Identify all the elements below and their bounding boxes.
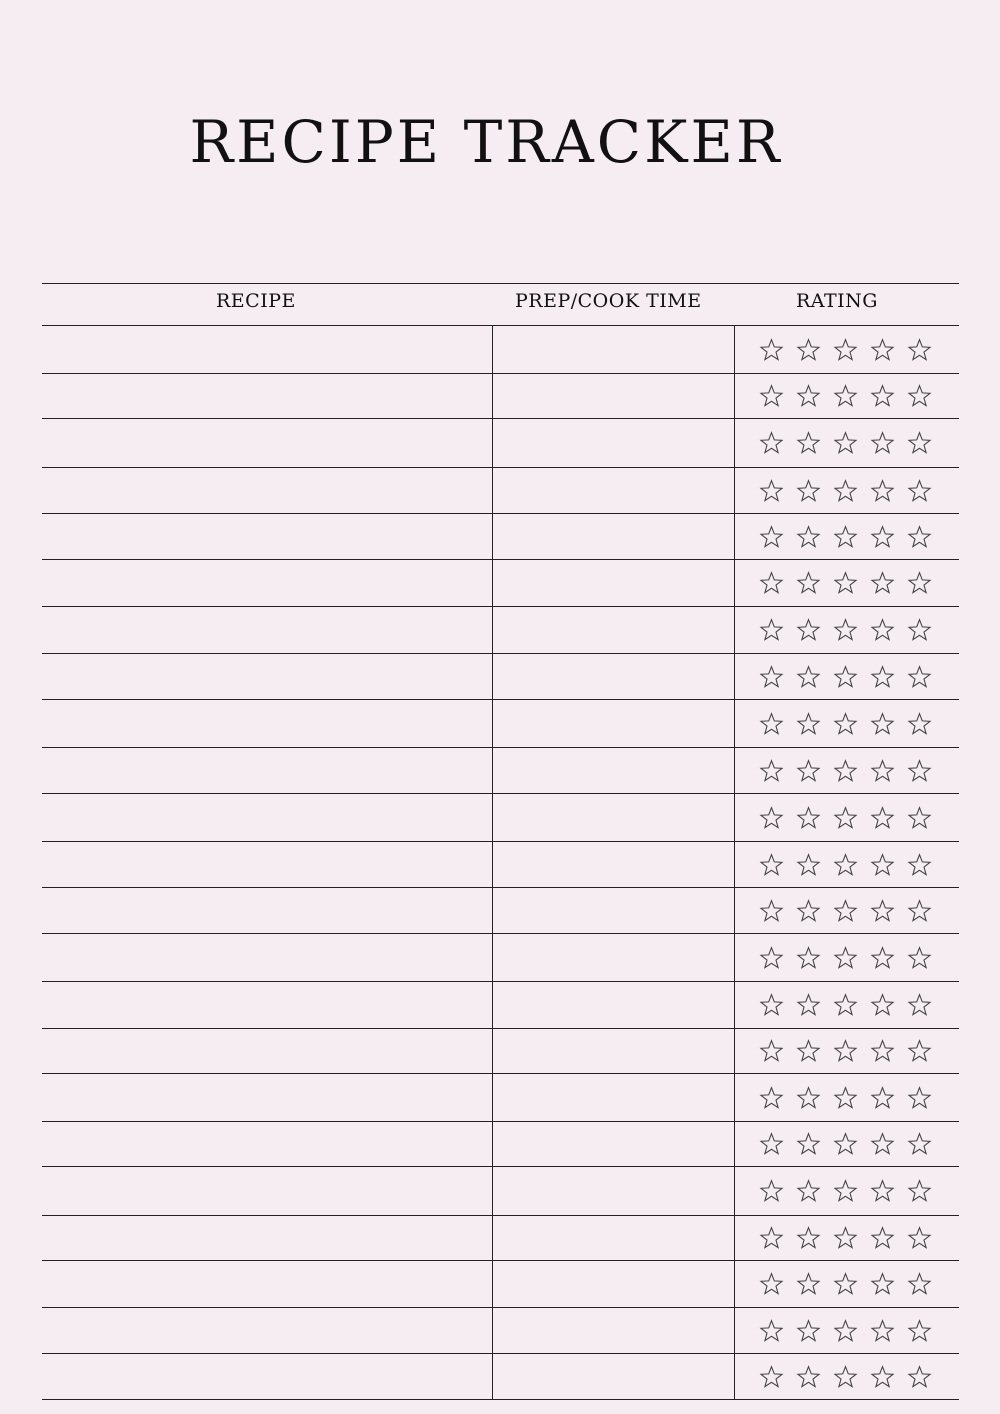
star-outline-icon[interactable] [907, 337, 932, 362]
rating-cell [735, 607, 959, 653]
star-outline-icon[interactable] [870, 1226, 895, 1251]
star-outline-icon[interactable] [796, 478, 821, 503]
rating-cell [735, 1167, 959, 1215]
star-outline-icon[interactable] [796, 1085, 821, 1110]
recipe-cell[interactable] [42, 560, 493, 606]
star-outline-icon[interactable] [833, 384, 858, 409]
rating-cell [735, 326, 959, 373]
star-outline-icon[interactable] [759, 898, 784, 923]
prep-cook-time-cell[interactable] [493, 934, 735, 981]
star-outline-icon[interactable] [870, 1132, 895, 1157]
star-outline-icon[interactable] [759, 1272, 784, 1297]
star-outline-icon[interactable] [759, 478, 784, 503]
rating-cell [735, 842, 959, 887]
star-outline-icon[interactable] [759, 993, 784, 1018]
table-body [42, 326, 959, 1400]
prep-cook-time-cell[interactable] [493, 560, 735, 606]
table-row [42, 1029, 959, 1074]
table-row [42, 934, 959, 982]
star-outline-icon[interactable] [907, 852, 932, 877]
rating-cell [735, 1261, 959, 1307]
prep-cook-time-cell[interactable] [493, 374, 735, 418]
recipe-cell[interactable] [42, 1167, 493, 1215]
star-rating[interactable] [759, 805, 932, 830]
star-outline-icon[interactable] [796, 384, 821, 409]
star-outline-icon[interactable] [870, 852, 895, 877]
star-outline-icon[interactable] [759, 711, 784, 736]
recipe-cell[interactable] [42, 1308, 493, 1353]
star-rating[interactable] [759, 1272, 932, 1297]
table-row [42, 982, 959, 1029]
star-outline-icon[interactable] [759, 945, 784, 970]
table-row [42, 748, 959, 794]
star-outline-icon[interactable] [796, 852, 821, 877]
table-row [42, 326, 959, 374]
star-outline-icon[interactable] [907, 711, 932, 736]
recipe-cell[interactable] [42, 794, 493, 841]
rating-cell [735, 1216, 959, 1260]
star-outline-icon[interactable] [870, 993, 895, 1018]
star-outline-icon[interactable] [833, 898, 858, 923]
rating-cell [735, 419, 959, 467]
star-outline-icon[interactable] [833, 664, 858, 689]
table-row [42, 700, 959, 748]
star-outline-icon[interactable] [907, 1226, 932, 1251]
star-outline-icon[interactable] [870, 384, 895, 409]
star-outline-icon[interactable] [833, 1132, 858, 1157]
star-outline-icon[interactable] [759, 1364, 784, 1389]
star-outline-icon[interactable] [796, 1364, 821, 1389]
star-outline-icon[interactable] [833, 758, 858, 783]
table-row [42, 1122, 959, 1167]
star-outline-icon[interactable] [796, 1179, 821, 1204]
star-outline-icon[interactable] [759, 337, 784, 362]
recipe-cell[interactable] [42, 888, 493, 933]
star-outline-icon[interactable] [833, 711, 858, 736]
table-row [42, 1354, 959, 1400]
recipe-cell[interactable] [42, 1354, 493, 1399]
star-outline-icon[interactable] [833, 478, 858, 503]
table-row [42, 1261, 959, 1308]
star-outline-icon[interactable] [907, 898, 932, 923]
header-prep-cook-time: PREP/COOK TIME [515, 290, 702, 312]
prep-cook-time-cell[interactable] [493, 748, 735, 793]
header-recipe: RECIPE [216, 290, 296, 312]
prep-cook-time-cell[interactable] [493, 326, 735, 373]
star-outline-icon[interactable] [833, 945, 858, 970]
star-outline-icon[interactable] [759, 384, 784, 409]
table-row [42, 560, 959, 607]
star-outline-icon[interactable] [796, 1226, 821, 1251]
recipe-cell[interactable] [42, 607, 493, 653]
table-row [42, 514, 959, 560]
star-outline-icon[interactable] [833, 524, 858, 549]
star-outline-icon[interactable] [870, 1364, 895, 1389]
rating-cell [735, 654, 959, 699]
table-row [42, 607, 959, 654]
star-rating[interactable] [759, 664, 932, 689]
page-title: RECIPE TRACKER [189, 108, 783, 176]
star-outline-icon[interactable] [907, 758, 932, 783]
rating-cell [735, 374, 959, 418]
star-outline-icon[interactable] [796, 898, 821, 923]
star-outline-icon[interactable] [796, 1132, 821, 1157]
rating-cell [735, 982, 959, 1028]
star-outline-icon[interactable] [833, 1318, 858, 1343]
star-outline-icon[interactable] [907, 431, 932, 456]
table-row [42, 1308, 959, 1354]
star-outline-icon[interactable] [796, 337, 821, 362]
star-outline-icon[interactable] [870, 1179, 895, 1204]
star-rating[interactable] [759, 1085, 932, 1110]
star-outline-icon[interactable] [907, 1318, 932, 1343]
star-outline-icon[interactable] [907, 993, 932, 1018]
star-outline-icon[interactable] [759, 664, 784, 689]
rating-cell [735, 514, 959, 559]
star-rating[interactable] [759, 1364, 932, 1389]
prep-cook-time-cell[interactable] [493, 1122, 735, 1166]
recipe-cell[interactable] [42, 1029, 493, 1073]
star-outline-icon[interactable] [759, 1318, 784, 1343]
prep-cook-time-cell[interactable] [493, 700, 735, 747]
rating-cell [735, 888, 959, 933]
star-outline-icon[interactable] [907, 618, 932, 643]
star-outline-icon[interactable] [907, 664, 932, 689]
table-row [42, 888, 959, 934]
table-row [42, 1074, 959, 1122]
recipe-cell[interactable] [42, 514, 493, 559]
recipe-cell[interactable] [42, 419, 493, 467]
star-outline-icon[interactable] [907, 805, 932, 830]
table-row [42, 1167, 959, 1216]
star-outline-icon[interactable] [796, 431, 821, 456]
star-outline-icon[interactable] [870, 1318, 895, 1343]
star-outline-icon[interactable] [870, 1272, 895, 1297]
star-rating[interactable] [759, 993, 932, 1018]
star-rating[interactable] [759, 945, 932, 970]
recipe-cell[interactable] [42, 1074, 493, 1121]
star-outline-icon[interactable] [870, 805, 895, 830]
star-outline-icon[interactable] [870, 431, 895, 456]
star-outline-icon[interactable] [870, 618, 895, 643]
star-outline-icon[interactable] [759, 571, 784, 596]
star-outline-icon[interactable] [759, 758, 784, 783]
star-outline-icon[interactable] [796, 1272, 821, 1297]
star-outline-icon[interactable] [796, 805, 821, 830]
prep-cook-time-cell[interactable] [493, 1167, 735, 1215]
prep-cook-time-cell[interactable] [493, 982, 735, 1028]
prep-cook-time-cell[interactable] [493, 1216, 735, 1260]
star-rating[interactable] [759, 898, 932, 923]
recipe-cell[interactable] [42, 934, 493, 981]
star-rating[interactable] [759, 384, 932, 409]
star-outline-icon[interactable] [907, 571, 932, 596]
recipe-cell[interactable] [42, 748, 493, 793]
star-outline-icon[interactable] [759, 1179, 784, 1204]
star-outline-icon[interactable] [796, 758, 821, 783]
star-outline-icon[interactable] [759, 1039, 784, 1064]
rating-cell [735, 1029, 959, 1073]
star-outline-icon[interactable] [907, 1039, 932, 1064]
star-outline-icon[interactable] [870, 945, 895, 970]
star-rating[interactable] [759, 524, 932, 549]
prep-cook-time-cell[interactable] [493, 842, 735, 887]
rating-cell [735, 468, 959, 513]
star-outline-icon[interactable] [907, 1179, 932, 1204]
prep-cook-time-cell[interactable] [493, 654, 735, 699]
rating-cell [735, 934, 959, 981]
recipe-cell[interactable] [42, 700, 493, 747]
recipe-cell[interactable] [42, 468, 493, 513]
star-rating[interactable] [759, 337, 932, 362]
star-outline-icon[interactable] [833, 431, 858, 456]
star-outline-icon[interactable] [833, 337, 858, 362]
star-outline-icon[interactable] [833, 1364, 858, 1389]
star-outline-icon[interactable] [907, 1085, 932, 1110]
star-outline-icon[interactable] [759, 431, 784, 456]
rating-cell [735, 1122, 959, 1166]
star-outline-icon[interactable] [833, 1226, 858, 1251]
star-outline-icon[interactable] [870, 898, 895, 923]
star-rating[interactable] [759, 1179, 932, 1204]
star-outline-icon[interactable] [870, 1085, 895, 1110]
prep-cook-time-cell[interactable] [493, 1308, 735, 1353]
prep-cook-time-cell[interactable] [493, 514, 735, 559]
prep-cook-time-cell[interactable] [493, 1074, 735, 1121]
prep-cook-time-cell[interactable] [493, 419, 735, 467]
recipe-cell[interactable] [42, 982, 493, 1028]
recipe-cell[interactable] [42, 1216, 493, 1260]
rating-cell [735, 794, 959, 841]
star-outline-icon[interactable] [833, 618, 858, 643]
star-outline-icon[interactable] [796, 664, 821, 689]
star-rating[interactable] [759, 478, 932, 503]
recipe-cell[interactable] [42, 654, 493, 699]
star-outline-icon[interactable] [759, 1132, 784, 1157]
star-outline-icon[interactable] [870, 758, 895, 783]
star-outline-icon[interactable] [796, 993, 821, 1018]
recipe-cell[interactable] [42, 1122, 493, 1166]
star-rating[interactable] [759, 711, 932, 736]
star-rating[interactable] [759, 1226, 932, 1251]
header-rating: RATING [796, 290, 878, 312]
star-outline-icon[interactable] [796, 571, 821, 596]
prep-cook-time-cell[interactable] [493, 1029, 735, 1073]
star-outline-icon[interactable] [833, 993, 858, 1018]
star-outline-icon[interactable] [870, 664, 895, 689]
table-row [42, 842, 959, 888]
table-header [42, 283, 959, 326]
star-outline-icon[interactable] [759, 618, 784, 643]
table-row [42, 419, 959, 468]
star-outline-icon[interactable] [796, 1039, 821, 1064]
star-outline-icon[interactable] [833, 1085, 858, 1110]
star-outline-icon[interactable] [907, 1364, 932, 1389]
recipe-table [42, 283, 959, 1400]
star-outline-icon[interactable] [907, 478, 932, 503]
rating-cell [735, 748, 959, 793]
star-outline-icon[interactable] [907, 945, 932, 970]
prep-cook-time-cell[interactable] [493, 888, 735, 933]
star-rating[interactable] [759, 1132, 932, 1157]
star-rating[interactable] [759, 618, 932, 643]
star-outline-icon[interactable] [833, 1179, 858, 1204]
star-outline-icon[interactable] [870, 337, 895, 362]
recipe-cell[interactable] [42, 374, 493, 418]
star-outline-icon[interactable] [833, 571, 858, 596]
star-outline-icon[interactable] [796, 524, 821, 549]
prep-cook-time-cell[interactable] [493, 468, 735, 513]
star-outline-icon[interactable] [833, 1039, 858, 1064]
star-outline-icon[interactable] [796, 1318, 821, 1343]
star-rating[interactable] [759, 1039, 932, 1064]
star-outline-icon[interactable] [759, 1085, 784, 1110]
rating-cell [735, 700, 959, 747]
prep-cook-time-cell[interactable] [493, 794, 735, 841]
rating-cell [735, 560, 959, 606]
star-outline-icon[interactable] [907, 1132, 932, 1157]
star-outline-icon[interactable] [907, 1272, 932, 1297]
table-row [42, 374, 959, 419]
prep-cook-time-cell[interactable] [493, 1354, 735, 1399]
recipe-cell[interactable] [42, 326, 493, 373]
star-outline-icon[interactable] [907, 384, 932, 409]
prep-cook-time-cell[interactable] [493, 607, 735, 653]
star-outline-icon[interactable] [759, 1226, 784, 1251]
star-outline-icon[interactable] [870, 1039, 895, 1064]
star-rating[interactable] [759, 758, 932, 783]
recipe-cell[interactable] [42, 1261, 493, 1307]
star-outline-icon[interactable] [833, 1272, 858, 1297]
star-outline-icon[interactable] [759, 524, 784, 549]
star-outline-icon[interactable] [870, 478, 895, 503]
star-rating[interactable] [759, 571, 932, 596]
star-rating[interactable] [759, 431, 932, 456]
rating-cell [735, 1308, 959, 1353]
table-row [42, 1216, 959, 1261]
prep-cook-time-cell[interactable] [493, 1261, 735, 1307]
star-outline-icon[interactable] [870, 711, 895, 736]
table-row [42, 468, 959, 514]
star-outline-icon[interactable] [796, 711, 821, 736]
rating-cell [735, 1074, 959, 1121]
recipe-cell[interactable] [42, 842, 493, 887]
star-outline-icon[interactable] [833, 852, 858, 877]
table-row [42, 794, 959, 842]
star-outline-icon[interactable] [870, 571, 895, 596]
star-outline-icon[interactable] [907, 524, 932, 549]
star-outline-icon[interactable] [833, 805, 858, 830]
star-outline-icon[interactable] [796, 945, 821, 970]
star-outline-icon[interactable] [759, 805, 784, 830]
star-rating[interactable] [759, 1318, 932, 1343]
star-rating[interactable] [759, 852, 932, 877]
rating-cell [735, 1354, 959, 1399]
star-outline-icon[interactable] [796, 618, 821, 643]
star-outline-icon[interactable] [759, 852, 784, 877]
star-outline-icon[interactable] [870, 524, 895, 549]
table-row [42, 654, 959, 700]
